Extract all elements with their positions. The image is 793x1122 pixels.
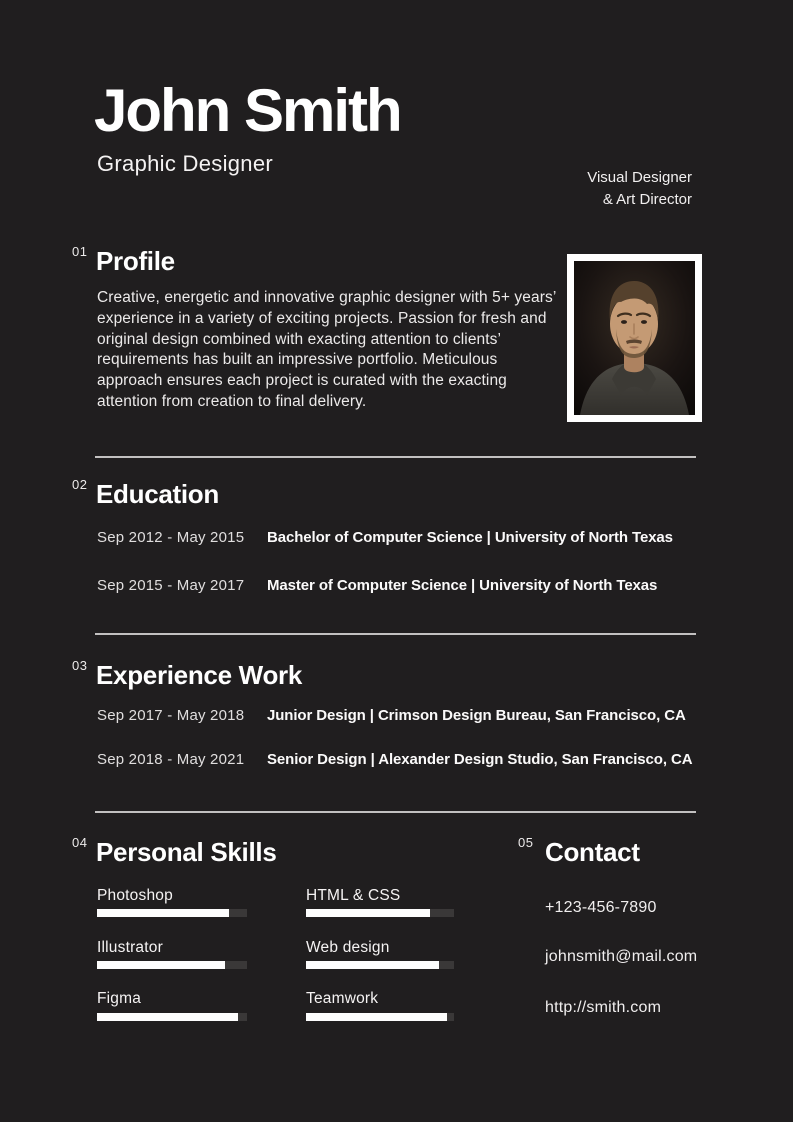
education-dates: Sep 2015 - May 2017 [97, 577, 245, 594]
skill-bar-fill [97, 909, 229, 917]
experience-description: Junior Design | Crimson Design Bureau, San Francisco, CA [267, 707, 686, 724]
profile-photo [567, 254, 702, 422]
experience-row [97, 707, 707, 724]
skill-bar [97, 961, 247, 969]
education-description: Master of Computer Science | University of North Texas [267, 577, 658, 594]
skill-bar-fill [97, 961, 225, 969]
tagline [587, 167, 692, 210]
education-dates: Sep 2012 - May 2015 [97, 529, 245, 546]
experience-description: Senior Design | Alexander Design Studio, San Francisco, CA [267, 751, 693, 768]
contact-email: johnsmith@mail.com [545, 948, 698, 965]
tagline-line-2: & Art Director [602, 190, 692, 208]
section-heading-skills: Personal Skills [96, 837, 277, 867]
divider [95, 456, 696, 458]
skill-label: Illustrator [97, 939, 163, 956]
section-number-contact: 05 [518, 835, 534, 850]
skill-bar-fill [306, 909, 430, 917]
education-row [97, 577, 707, 594]
skill-bar [306, 909, 454, 917]
divider [95, 811, 696, 813]
skill-label: HTML & CSS [306, 887, 401, 904]
section-heading-education: Education [96, 479, 219, 509]
skill-bar-fill [306, 961, 439, 969]
skill-label: Figma [97, 990, 142, 1007]
skill-bar [306, 1013, 454, 1021]
contact-website: http://smith.com [545, 999, 662, 1016]
section-number-profile: 01 [72, 244, 88, 259]
section-number-experience: 03 [72, 658, 88, 673]
experience-row [97, 751, 707, 768]
experience-dates: Sep 2017 - May 2018 [97, 707, 245, 724]
skill-label: Web design [306, 939, 390, 956]
job-title: Graphic Designer [97, 151, 273, 176]
section-heading-experience: Experience Work [96, 660, 303, 690]
skill-bar [306, 961, 454, 969]
skill-bar [97, 1013, 247, 1021]
skill-bar-fill [97, 1013, 238, 1021]
section-number-skills: 04 [72, 835, 88, 850]
experience-dates: Sep 2018 - May 2021 [97, 751, 245, 768]
profile-summary: Creative, energetic and innovative graphic designer with 5+ years’ experience in a variety of exciting projects. Passion for fresh and original design combined with exacting attention to clients’ requirements has built an impressive portfolio. Meticulous approach ensures each project is curated with the exacting attention from creation to final delivery. [97, 289, 556, 410]
section-heading-profile: Profile [96, 246, 175, 276]
tagline-line-1: Visual Designer [587, 169, 692, 186]
divider [95, 633, 696, 635]
skill-label: Photoshop [97, 887, 173, 904]
education-description: Bachelor of Computer Science | University of North Texas [267, 529, 673, 546]
contact-phone: +123-456-7890 [545, 899, 657, 916]
skill-bar-fill [306, 1013, 447, 1021]
person-name: John Smith [94, 77, 401, 144]
skill-label: Teamwork [306, 990, 379, 1007]
section-heading-contact: Contact [545, 837, 640, 867]
section-number-education: 02 [72, 477, 88, 492]
portrait-illustration [574, 261, 695, 415]
skill-bar [97, 909, 247, 917]
education-row [97, 529, 707, 546]
